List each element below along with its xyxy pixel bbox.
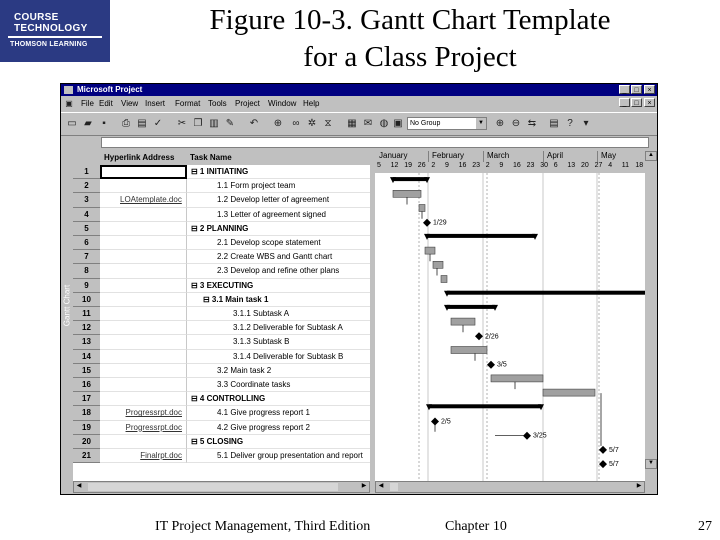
timescale-day: 23 <box>472 162 480 169</box>
cut-icon[interactable]: ✂ <box>177 118 187 129</box>
summary-bar <box>393 177 427 181</box>
view-bar <box>61 151 73 481</box>
hyperlink-cell[interactable] <box>100 364 187 378</box>
column-header-hyperlink[interactable]: Hyperlink Address <box>100 151 187 165</box>
gantt-chart <box>375 151 658 481</box>
group-select-value: No Group <box>410 120 441 127</box>
assign-resources-icon[interactable]: ◍ <box>379 118 389 129</box>
task-bar <box>451 318 475 325</box>
minimize-button[interactable]: _ <box>619 85 630 94</box>
row-number[interactable]: 14 <box>73 350 100 364</box>
hyperlink-cell[interactable] <box>100 179 187 193</box>
undo-icon[interactable]: ↶ <box>249 118 259 129</box>
format-painter-icon[interactable]: ✎ <box>225 118 235 129</box>
table-horizontal-scrollbar[interactable] <box>73 481 370 493</box>
task-name-cell[interactable]: ⊟ 3 EXECUTING <box>187 279 370 293</box>
task-name-cell[interactable]: 3.1.1 Subtask A <box>187 307 370 321</box>
task-name-cell[interactable]: 1.3 Letter of agreement signed <box>187 208 370 222</box>
summary-bar <box>447 305 495 309</box>
task-name-cell[interactable]: 3.1.4 Deliverable for Subtask B <box>187 350 370 364</box>
timescale-day: 27 <box>594 162 603 169</box>
zoom-out-icon[interactable]: ⊖ <box>511 118 521 129</box>
task-name-cell[interactable]: 3.2 Main task 2 <box>187 364 370 378</box>
timescale-day: 19 <box>404 162 412 169</box>
timescale-day: 2 <box>431 162 436 169</box>
task-name-cell[interactable]: 1.2 Develop letter of agreement <box>187 193 370 207</box>
summary-bar <box>447 291 655 295</box>
task-bar <box>451 347 487 354</box>
row-number[interactable]: 2 <box>73 179 100 193</box>
new-icon[interactable]: ▭ <box>67 118 77 129</box>
help-icon[interactable]: ? <box>567 118 573 129</box>
row-number[interactable]: 17 <box>73 392 100 406</box>
timescale-month: May <box>601 151 617 160</box>
hyperlink-cell[interactable] <box>100 208 187 222</box>
hyperlink-cell[interactable]: LOAtemplate.doc <box>100 193 187 207</box>
task-notes-icon[interactable]: ✉ <box>363 118 373 129</box>
scroll-right-arrow-icon[interactable]: ▶ <box>361 483 367 489</box>
timescale-day: 30 <box>540 162 548 169</box>
menu-view[interactable]: View <box>121 99 139 108</box>
task-bar <box>491 375 543 382</box>
publisher-logo <box>0 0 110 62</box>
timescale-day: 2 <box>485 162 490 169</box>
menu-format[interactable]: Format <box>175 99 201 108</box>
task-bar <box>419 205 425 212</box>
hyperlink-cell[interactable] <box>100 279 187 293</box>
timescale-day: 9 <box>445 162 449 169</box>
timescale-day: 23 <box>526 162 535 169</box>
milestone-label: 1/29 <box>433 219 447 227</box>
link-tasks-icon[interactable]: ∞ <box>292 118 300 129</box>
timescale-day: 6 <box>553 162 558 169</box>
hyperlink-cell[interactable] <box>100 222 187 236</box>
column-header-task-name[interactable]: Task Name <box>187 151 370 165</box>
footer-course: IT Project Management, Third Edition <box>155 519 371 534</box>
project-window <box>60 83 658 495</box>
group-select[interactable] <box>407 117 487 130</box>
goto-task-icon[interactable]: ⇆ <box>527 118 537 129</box>
menu-bar <box>61 97 657 110</box>
document-icon[interactable]: ▣ <box>65 99 73 108</box>
paste-icon[interactable]: ▥ <box>209 118 219 129</box>
copy-picture-icon[interactable]: ▣ <box>393 118 403 129</box>
milestone <box>431 418 439 426</box>
close-button[interactable]: × <box>644 85 655 94</box>
chevron-down-icon[interactable]: ▼ <box>476 118 486 129</box>
split-task-icon[interactable]: ⧖ <box>324 118 332 129</box>
chart-scroll-right-arrow-icon[interactable]: ▶ <box>636 483 642 489</box>
view-label: Gantt Chart <box>62 284 72 327</box>
row-number[interactable]: 6 <box>73 236 100 250</box>
hyperlink-cell[interactable] <box>100 392 187 406</box>
hyperlink-cell[interactable] <box>100 250 187 264</box>
hyperlink-cell[interactable] <box>100 321 187 335</box>
menu-edit[interactable]: Edit <box>99 99 113 108</box>
task-table <box>73 151 370 481</box>
menu-project[interactable]: Project <box>235 99 260 108</box>
task-name-cell[interactable]: 2.1 Develop scope statement <box>187 236 370 250</box>
timescale-day: 4 <box>608 162 613 169</box>
scroll-left-arrow-icon[interactable]: ◀ <box>76 483 82 489</box>
footer-page-number: 27 <box>698 519 712 534</box>
hyperlink-cell[interactable]: Progressrpt.doc <box>100 421 187 435</box>
task-name-cell[interactable]: 1.1 Form project team <box>187 179 370 193</box>
milestone-label: 5/7 <box>609 446 619 454</box>
row-number[interactable]: 5 <box>73 222 100 236</box>
timescale-month: April <box>547 151 564 160</box>
task-name-cell[interactable]: 2.3 Develop and refine other plans <box>187 264 370 278</box>
app-icon <box>64 86 73 94</box>
spelling-icon[interactable]: ✓ <box>153 118 163 129</box>
timescale-day: 5 <box>377 162 381 169</box>
milestone-label: 5/7 <box>609 461 619 469</box>
task-name-cell[interactable]: ⊟ 2 PLANNING <box>187 222 370 236</box>
hyperlink-icon[interactable]: ⊕ <box>273 118 283 129</box>
row-number[interactable]: 18 <box>73 406 100 420</box>
row-number[interactable]: 12 <box>73 321 100 335</box>
chart-horizontal-scrollbar[interactable] <box>375 481 645 493</box>
menu-help[interactable]: Help <box>303 99 320 108</box>
doc-close-button[interactable]: × <box>644 98 655 107</box>
milestone-label: 2/5 <box>441 418 451 426</box>
window-titlebar <box>61 84 657 96</box>
hyperlink-cell[interactable]: Finalrpt.doc <box>100 449 187 463</box>
slide-title <box>120 2 700 76</box>
menu-insert[interactable]: Insert <box>145 99 166 108</box>
chart-scroll-thumb[interactable] <box>390 483 398 491</box>
hyperlink-cell[interactable] <box>100 350 187 364</box>
milestone-label: 2/26 <box>485 333 499 341</box>
window-title: Microsoft Project <box>77 85 143 94</box>
timescale-day: 18 <box>635 162 644 169</box>
select-all-cell[interactable] <box>73 151 100 165</box>
save-icon[interactable]: ▪ <box>102 118 106 129</box>
vertical-scrollbar[interactable] <box>645 151 657 481</box>
logo-line-3: THOMSON LEARNING <box>10 41 88 48</box>
zoom-in-icon[interactable]: ⊕ <box>495 118 505 129</box>
row-number[interactable]: 19 <box>73 421 100 435</box>
menu-file[interactable]: File <box>81 99 94 108</box>
timescale-month: January <box>379 151 408 160</box>
milestone <box>599 460 607 468</box>
doc-minimize-button[interactable]: _ <box>619 98 630 107</box>
milestone-label: 3/25 <box>533 432 547 440</box>
scroll-thumb[interactable] <box>88 483 338 491</box>
task-name-cell[interactable]: 3.1.3 Subtask B <box>187 335 370 349</box>
milestone-label: 3/5 <box>497 361 507 369</box>
timescale-day: 16 <box>458 162 467 169</box>
milestone <box>599 446 607 454</box>
entry-field[interactable] <box>101 137 649 148</box>
timescale-day: 12 <box>390 162 399 169</box>
row-number[interactable]: 15 <box>73 364 100 378</box>
summary-bar <box>429 404 541 408</box>
copy-wizard-icon[interactable]: ▤ <box>549 118 559 129</box>
copy-icon[interactable]: ❐ <box>193 118 203 129</box>
row-number[interactable]: 1 <box>73 165 100 179</box>
doc-restore-button[interactable]: □ <box>631 98 642 107</box>
row-number[interactable]: 7 <box>73 250 100 264</box>
task-bar <box>425 247 435 254</box>
task-name-cell[interactable]: ⊟ 4 CONTROLLING <box>187 392 370 406</box>
chart-scroll-left-arrow-icon[interactable]: ◀ <box>378 483 384 489</box>
scroll-up-arrow-icon[interactable]: ▲ <box>645 151 657 161</box>
footer-chapter: Chapter 10 <box>445 519 507 534</box>
task-name-cell[interactable]: ⊟ 5 CLOSING <box>187 435 370 449</box>
standard-toolbar <box>61 112 657 136</box>
logo-line-1: COURSE <box>14 12 59 23</box>
task-bar <box>441 276 447 283</box>
scroll-down-arrow-icon[interactable]: ▼ <box>645 459 657 469</box>
row-number[interactable]: 13 <box>73 335 100 349</box>
timescale-day: 11 <box>621 162 630 169</box>
slide-title-line-1: Figure 10-3. Gantt Chart Template <box>209 4 611 36</box>
row-number[interactable]: 10 <box>73 293 100 307</box>
hyperlink-cell[interactable] <box>100 435 187 449</box>
print-preview-icon[interactable]: ▤ <box>137 118 147 129</box>
timescale-month: February <box>432 151 465 160</box>
task-bar <box>433 261 443 268</box>
row-number[interactable]: 3 <box>73 193 100 207</box>
logo-divider <box>8 36 102 38</box>
timescale-month: March <box>487 151 510 160</box>
timescale-day: 26 <box>417 162 426 169</box>
menu-window[interactable]: Window <box>268 99 297 108</box>
row-number[interactable]: 11 <box>73 307 100 321</box>
hyperlink-cell[interactable] <box>100 378 187 392</box>
row-number[interactable]: 21 <box>73 449 100 463</box>
task-name-cell[interactable]: 3.3 Coordinate tasks <box>187 378 370 392</box>
row-number[interactable]: 8 <box>73 264 100 278</box>
hyperlink-cell[interactable] <box>100 293 187 307</box>
timescale-day: 20 <box>581 162 589 169</box>
row-number[interactable]: 9 <box>73 279 100 293</box>
entry-bar <box>61 136 657 150</box>
task-bar <box>543 389 595 396</box>
task-name-cell[interactable]: 4.1 Give progress report 1 <box>187 406 370 420</box>
slide-title-line-2: for a Class Project <box>303 41 517 73</box>
task-name-cell[interactable]: 3.1.2 Deliverable for Subtask A <box>187 321 370 335</box>
gantt-bars-canvas <box>375 151 658 481</box>
task-name-cell[interactable]: ⊟ 1 INITIATING <box>187 165 370 179</box>
menu-tools[interactable]: Tools <box>208 99 227 108</box>
task-name-cell[interactable]: 4.2 Give progress report 2 <box>187 421 370 435</box>
print-icon[interactable]: ⎙ <box>122 118 130 129</box>
timescale-day: 16 <box>513 162 521 169</box>
hyperlink-cell[interactable] <box>100 335 187 349</box>
milestone <box>475 332 483 340</box>
task-info-icon[interactable]: ▦ <box>347 118 357 129</box>
toolbar-options-icon[interactable]: ▾ <box>583 118 589 129</box>
row-number[interactable]: 20 <box>73 435 100 449</box>
maximize-button[interactable]: □ <box>631 85 642 94</box>
task-bar <box>393 190 421 197</box>
hyperlink-cell[interactable] <box>100 165 187 179</box>
row-number[interactable]: 16 <box>73 378 100 392</box>
task-name-cell[interactable]: 2.2 Create WBS and Gantt chart <box>187 250 370 264</box>
summary-bar <box>427 234 535 238</box>
hyperlink-cell[interactable]: Progressrpt.doc <box>100 406 187 420</box>
timescale-day: 9 <box>499 162 504 169</box>
hyperlink-cell[interactable] <box>100 264 187 278</box>
logo-line-2: TECHNOLOGY <box>14 23 88 34</box>
row-number[interactable]: 4 <box>73 208 100 222</box>
timescale-day: 13 <box>567 162 576 169</box>
task-name-cell[interactable]: 5.1 Deliver group presentation and report <box>187 449 370 463</box>
open-icon[interactable]: ▰ <box>84 118 92 129</box>
milestone <box>487 361 495 369</box>
hyperlink-cell[interactable] <box>100 307 187 321</box>
unlink-tasks-icon[interactable]: ✲ <box>307 118 317 129</box>
milestone <box>423 219 431 227</box>
hyperlink-cell[interactable] <box>100 236 187 250</box>
task-name-cell[interactable]: ⊟ 3.1 Main task 1 <box>187 293 370 307</box>
